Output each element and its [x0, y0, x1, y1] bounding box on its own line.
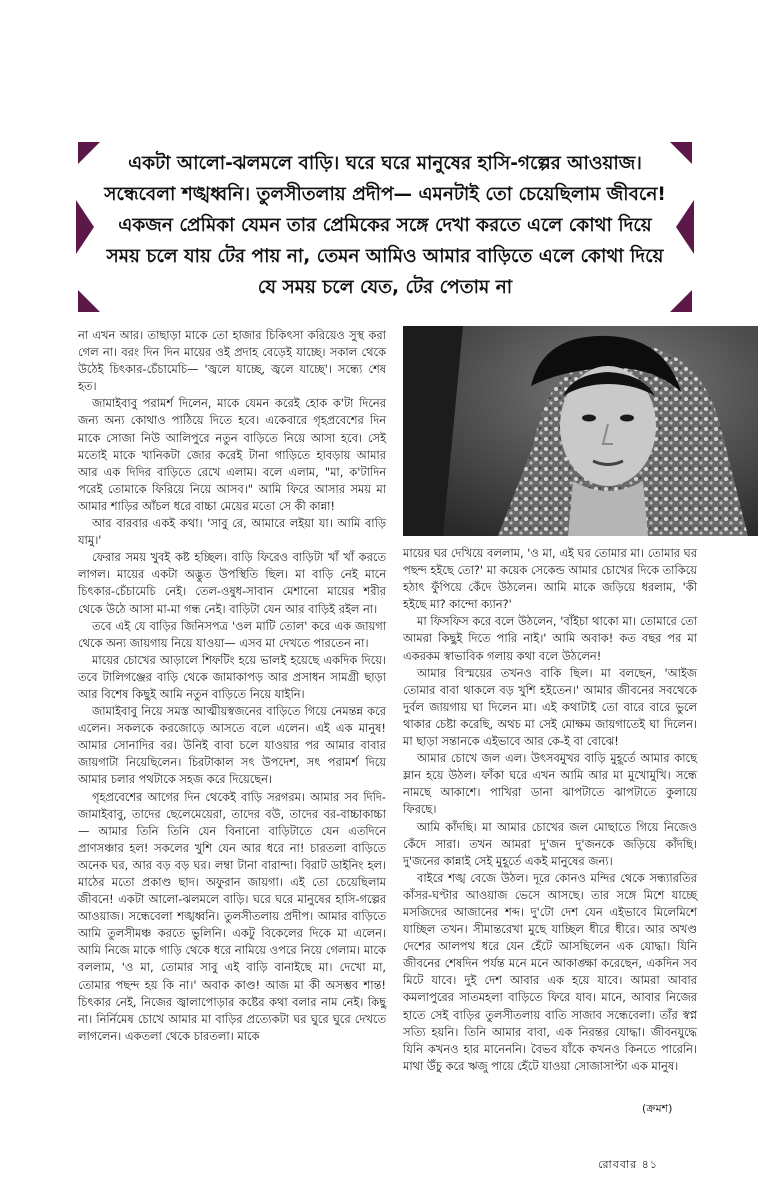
paragraph: জামাইবাবু পরামর্শ দিলেন, মাকে যেমন করেই হোক ক'টা দিনের জন্য অন্য কোথাও পাঠিয়ে দিতে হবে। একেবারে গৃহপ্রবেশের দিন মাকে সোজা নিউ আলিপুরে নতুন বাড়িতে নিয়ে আসা হবে। সেই মতোই মাকে খানিকটা জোর করেই টানা গাড়িতে হাবড়ায় আমার আর এক দিদির বাড়িতে রেখে এলাম। বলে এলাম, "মা, ক'টাদিন পরেই তোমাকে ফিরিয়ে নিয়ে আসব।" আমি ফিরে আসার সময় মা আমার শাড়ির আঁচল ধরে বাচ্চা মেয়ের মতো সে কী কান্না!: [78, 396, 386, 513]
paragraph: মায়ের চোখের আড়ালে শিফটিং হয়ে ভালই হয়েছে একদিক দিয়ে। তবে টালিগঞ্জের বাড়ি থেকে জামাকাপড় আর প্রসাধন সামগ্রী ছাড়া আর বিশেষ কিছুই আমি নতুন বাড়িতে নিয়ে যাইনি।: [78, 652, 386, 701]
article-column-left: [78, 327, 386, 1117]
pull-quote: [78, 142, 692, 312]
side-ornament: [676, 200, 694, 254]
corner-ornament: [78, 142, 100, 164]
continued-marker: (ক্রমশ): [642, 1102, 673, 1115]
paragraph: ফেরার সময় খুবই কষ্ট হচ্ছিল। বাড়ি ফিরেও বাড়িটা খাঁ খাঁ করতে লাগল। মায়ের একটা অদ্ভুত উপস্থিতি ছিল। মা বাড়ি নেই মানে চিৎকার-চেঁচামেচি নেই। তেল-ওষুধ-সাবান মেশানো মায়ের শরীর থেকে উঠে আসা মা-মা গন্ধ নেই। বাড়িটা যেন আর বাড়িই রইল না।: [78, 550, 386, 616]
corner-ornament: [670, 290, 692, 312]
paragraph: তবে এই যে বাড়ির জিনিসপত্র 'ওল মাটি তোল' করে এক জায়গা থেকে অন্য জায়গায় নিয়ে যাওয়া— এসব মা দেখতে পারতেন না।: [78, 618, 386, 650]
paragraph: মা ফিসফিস করে বলে উঠলেন, 'বাঁইচা থাকো মা। তোমারে তো আমরা কিছুই দিতে পারি নাই।' আমি অবাক! কত বছর পর মা একরকম স্বাভাবিক গলায় কথা বলে উঠলেন!: [403, 614, 697, 663]
article-column-right: [403, 545, 697, 1073]
paragraph: আর বারবার একই কথা। 'সাবু রে, আমারে লইয়া যা। আমি বাড়ি যামু।': [78, 516, 386, 548]
paragraph: জামাইবাবু নিয়ে সমস্ত আত্মীয়স্বজনের বাড়িতে গিয়ে নেমন্তন্ন করে এলেন। সকলকে করজোড়ে আসতে বলে এলেন। এই এক মানুষ! আমার সোনাদির বর। উনিই বাবা চলে যাওয়ার পর আমার বাবার জায়গাটা নিয়েছিলেন। চিরটাকাল সৎ উপদেশ, সৎ পরামর্শ দিয়ে আমার চলার পথটাকে সহজ করে দিয়েছেন।: [78, 704, 386, 787]
corner-ornament: [78, 290, 100, 312]
paragraph: বাইরে শঙ্খ বেজে উঠল। দূরে কোনও মন্দির থেকে সন্ধ্যারতির কাঁসর-ঘণ্টার আওয়াজ ভেসে আসছে। তার সঙ্গে মিশে যাচ্ছে মসজিদের আজানের শব্দ। দু'টো দেশ যেন এইভাবে মিলেমিশে যাচ্ছিল তখন। সীমান্তরেখা মুছে যাচ্ছিল ধীরে ধীরে। আর অখণ্ড দেশের আলপথ ধরে যেন হেঁটে আসছিলেন এক যোদ্ধা। যিনি জীবনের শেষদিন পর্যন্ত মনে মনে আকাঙ্ক্ষা করেছেন, একদিন সব মিটে যাবে। দুই দেশ আবার এক হয়ে যাবে। আমরা আবার কমলাপুরের সাতমহলা বাড়িতে ফিরে যাব। মানে, আবার নিজের হাতে সেই বাড়ির তুলসীতলায় বাতি সাজাব সন্ধেবেলা। তাঁর স্বপ্ন সত্যি হয়নি। তিনি আমার বাবা, এক নিরন্তর যোদ্ধা। জীবনযুদ্ধে যিনি কখনও হার মানেননি। বৈভব যাঁকে কখনও কিনতে পারেনি। মাথা উঁচু করে ঋজু পায়ে হেঁটে যাওয়া সোজাসাপ্টা এক মানুষ।: [403, 870, 697, 1073]
pull-quote-text: একটা আলো-ঝলমলে বাড়ি। ঘরে ঘরে মানুষের হাসি-গল্পের আওয়াজ। সন্ধেবেলা শঙ্খধ্বনি। তুলসীতলায় প্রদীপ— এমনটাই তো চেয়েছিলাম জীবনে! একজন প্রেমিকা যেমন তার প্রেমিকের সঙ্গে দেখা করতে এলে কোথা দিয়ে সময় চলে যায় টের পায় না, তেমন আমিও আমার বাড়িতে এলে কোথা দিয়ে যে সময় চলে যেত, টের পেতাম না: [104, 153, 666, 298]
corner-ornament: [670, 142, 692, 164]
paragraph: মায়ের ঘর দেখিয়ে বললাম, 'ও মা, এই ঘর তোমার মা। তোমার ঘর পছন্দ হইছে তো?' মা কয়েক সেকেন্ড আমার চোখের দিকে তাকিয়ে হঠাৎ ফুঁপিয়ে কেঁদে উঠলেন। আমি মাকে জড়িয়ে ধরলাম, 'কী হইছে মা? কান্দো ক্যান?': [403, 546, 697, 612]
paragraph: না এখন আর। তাছাড়া মাকে তো হাজার চিকিৎসা করিয়েও সুস্থ করা গেল না। বরং দিন দিন মায়ের ওই প্রদাহ বেড়েই যাচ্ছে। সকাল থেকে উঠেই চিৎকার-চেঁচামেচি— 'জ্বলে যাচ্ছে, জ্বলে যাচ্ছে'। সন্ধ্যে শেষ হত।: [78, 328, 386, 394]
paragraph: আমি কাঁদছি। মা আমার চোখের জল মোছাতে গিয়ে নিজেও কেঁদে সারা। তখন আমরা দু'জন দু'জনকে জড়িয়ে কাঁদছি। দু'জনের কান্নাই সেই মুহূর্তে একই মানুষের জন্য।: [403, 819, 697, 868]
side-ornament: [76, 200, 94, 254]
archival-photo: [403, 326, 758, 536]
paragraph: আমার চোখে জল এল। উৎসবমুখর বাড়ি মুহূর্তে আমার কাছে ম্লান হয়ে উঠল। ফাঁকা ঘরে এখন আমি আর মা মুখোমুখি। সন্ধে নামছে আকাশে। পাখিরা ডানা ঝাপটাতে ঝাপটাতে কুলায়ে ফিরছে।: [403, 751, 697, 817]
paragraph: গৃহপ্রবেশের আগের দিন থেকেই বাড়ি সরগরম। আমার সব দিদি-জামাইবাবু, তাদের ছেলেমেয়েরা, তাদের বউ, তাদের বর-বাচ্চাকাচ্চা— আমার তিনি তিনি যেন বিনানো বাড়িটাতে যেন এতদিনে প্রাণসঞ্চার হল! সকলের খুশি যেন আর ধরে না! চারতলা বাড়িতে অনেক ঘর, আর বড় বড় ঘর। লম্বা টানা বারান্দা। বিরাট ডাইনিং হল। মাঠের মতো প্রকাণ্ড ছাদ। অফুরান জায়গা। এই তো চেয়েছিলাম জীবনে! একটা আলো-ঝলমলে বাড়ি। ঘরে ঘরে মানুষের হাসি-গল্পের আওয়াজ। সন্ধেবেলা শঙ্খধ্বনি। তুলসীতলায় প্রদীপ। আমার বাড়িতে আমি তুলসীমঞ্চ করতে ভুলিনি। একটু বিকেলের দিকে মা এলেন। আমি নিজে মাকে গাড়ি থেকে ধরে নামিয়ে ওপরে নিয়ে গেলাম। মাকে বললাম, 'ও মা, তোমার সাবু এই বাড়ি বানাইছে মা। দেখো মা, তোমার পছন্দ হয় কি না।' অবাক কাণ্ড! আজ মা কী অসম্ভব শান্ত! চিৎকার নেই, নিজের জ্বালাপোড়ার কষ্টের কথা বলার নাম নেই। কিছু না। নির্নিমেষ চোখে আমার মা বাড়ির প্রত্যেকটা ঘর ঘুরে ঘুরে দেখতে লাগলেন। একতলা থেকে চারতলা। মাকে: [78, 789, 386, 1043]
page-folio: রোববার ৪১: [598, 1158, 658, 1171]
paragraph: আমার বিস্ময়ের তখনও বাকি ছিল। মা বলছেন, 'আইজ তোমার বাবা থাকলে বড় খুশি হইতেন।' আমার জীবনের সবথেকে দুর্বল জায়গায় ঘা দিলেন মা। এই কথাটাই তো বারে বারে ভুলে থাকার চেষ্টা করেছি, অথচ মা সেই মোক্ষম জায়গাতেই ঘা দিলেন। মা ছাড়া সন্তানকে এইভাবে আর কে-ই বা বোঝে!: [403, 665, 697, 749]
